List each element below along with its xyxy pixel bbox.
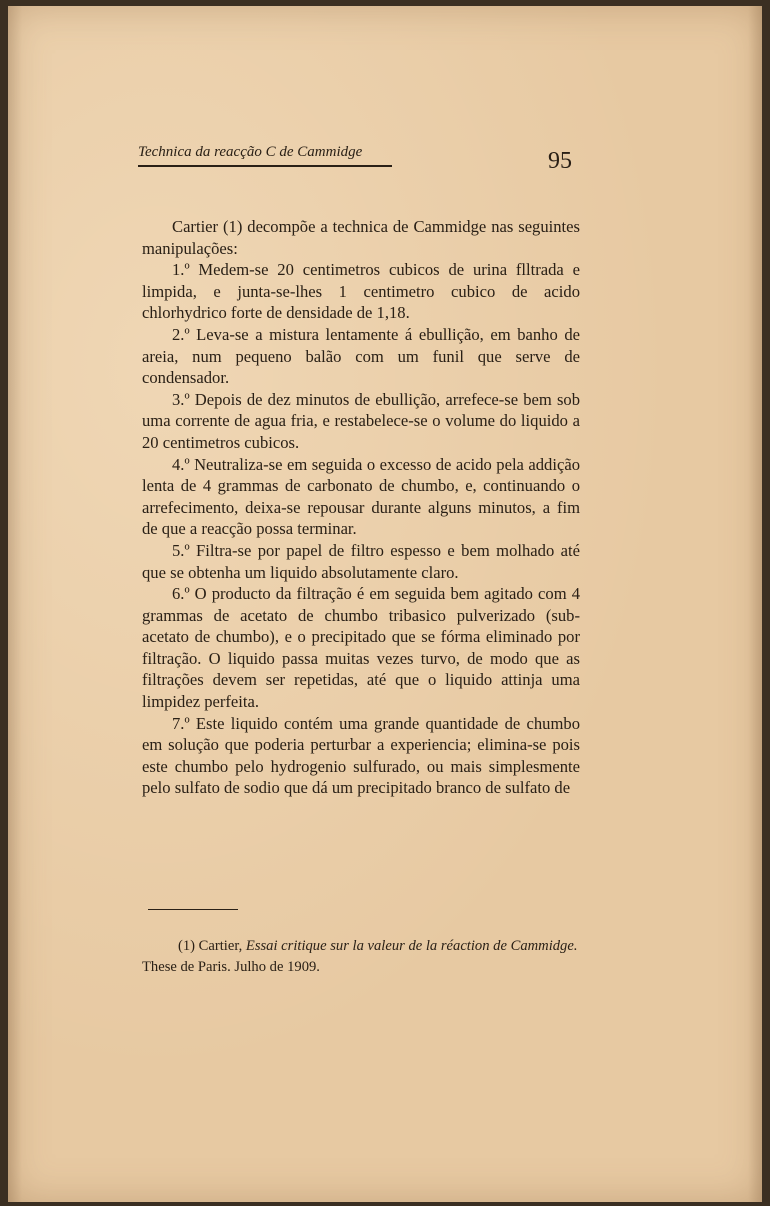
book-page (8, 6, 762, 1202)
footnote-marker: (1) Cartier, (178, 938, 243, 954)
paragraph-step-4: 4.º Neutraliza-se em seguida o excesso de acido pela addição lenta de 4 grammas de carbonato de chumbo, e, continuando o arrefecimento, deixa-se repousar durante alguns minutos, a fim de que a reacção possa terminar. (142, 454, 580, 539)
paragraph-step-7: 7.º Este liquido contém uma grande quantidade de chumbo em solução que poderia perturbar a experiencia; elimina-se pois este chumbo pelo hydrogenio sulfurado, ou mais simplesmente pelo sulfato de sodio que dá um precipitado branco de sulfato de (142, 713, 580, 798)
paragraph-intro: Cartier (1) decompõe a technica de Cammidge nas seguintes manipulações: (142, 217, 580, 258)
footnote-italic-title: Essai critique sur la valeur de la réaction de Cammidge. (245, 938, 578, 954)
footnote-rest: These de Paris. Julho de 1909. (142, 959, 320, 975)
running-title: Technica da reacção C de Cammidge (138, 144, 392, 167)
page-number: 95 (548, 148, 572, 174)
paragraph-step-5: 5.º Filtra-se por papel de filtro espesso e bem molhado até que se obtenha um liquido absolutamente claro. (142, 540, 580, 582)
body-text (142, 216, 580, 799)
footnote-divider (148, 909, 238, 910)
footnote (142, 936, 582, 978)
paragraph-step-6: 6.º O producto da filtração é em seguida bem agitado com 4 grammas de acetato de chumbo tribasico pulverizado (sub-acetato de chumbo), e o precipitado que se fórma eliminado por filtração. O liquido passa muitas vezes turvo, de modo que as filtrações devem ser repetidas, até que o liquido attinja uma limpidez perfeita. (142, 584, 580, 712)
paragraph-step-2: 2.º Leva-se a mistura lentamente á ebullição, em banho de areia, num pequeno balão com um funil que serve de condensador. (142, 324, 580, 388)
paragraph-step-3: 3.º Depois de dez minutos de ebullição, arrefece-se bem sob uma corrente de agua fria, e restabelece-se o volume do liquido a 20 centimetros cubicos. (142, 389, 580, 452)
paragraph-step-1: 1.º Medem-se 20 centimetros cubicos de urina flltrada e limpida, e junta-se-lhes 1 centimetro cubico de acido chlorhydrico forte de densidade de 1,18. (142, 260, 580, 323)
